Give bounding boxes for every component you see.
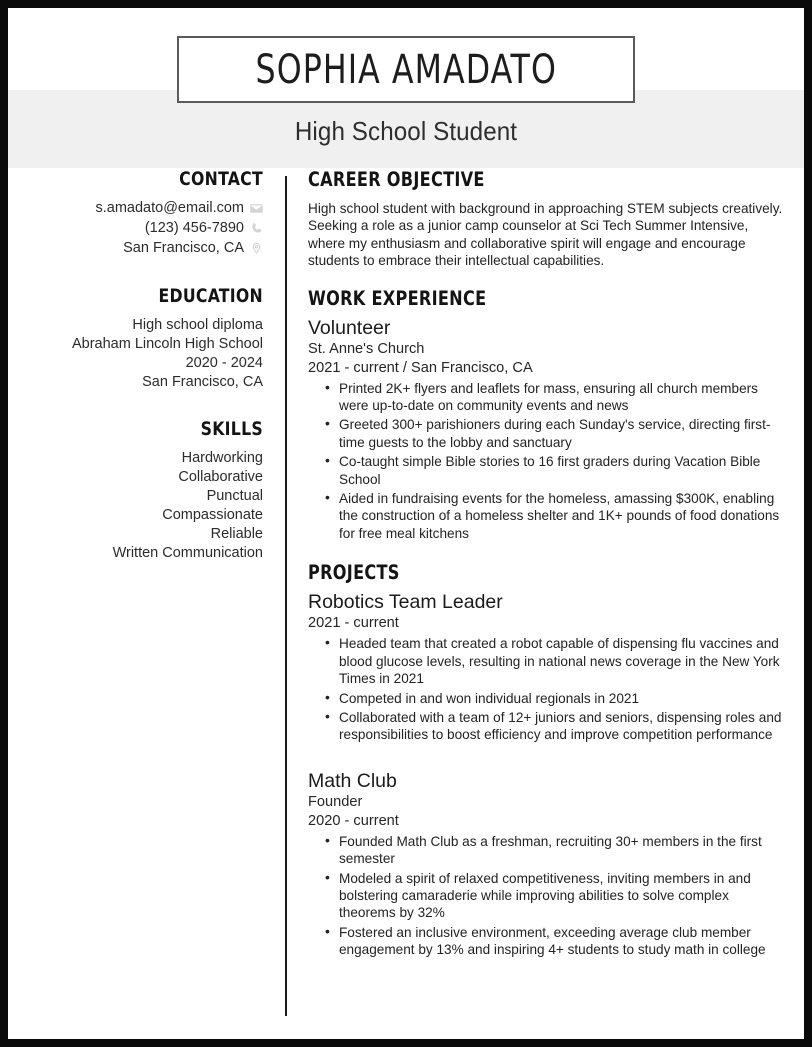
education-line: San Francisco, CA	[142, 374, 263, 390]
bullet-item: • Aided in fundraising events for the homeless, amassing $300K, enabling the construction of a homeless shelter and 1K+ pounds of food donations for free meal kitchens	[339, 490, 786, 542]
contact-phone-value: (123) 456-7890	[144, 220, 244, 236]
envelope-icon	[250, 202, 263, 215]
section-heading-work-experience: WORK EXPERIENCE	[308, 286, 487, 310]
work-entry-organization: St. Anne's Church	[308, 340, 425, 357]
work-entry	[308, 316, 786, 543]
resume-page	[8, 8, 804, 1039]
education-line: 2020 - 2024	[185, 355, 263, 371]
project-entry-bullets	[308, 833, 786, 959]
project-entry-title: Math Club	[308, 769, 397, 792]
project-entry	[308, 769, 786, 959]
bullet-item: • Greeted 300+ parishioners during each Sunday's service, directing first-time guests to the lobby and sanctuary	[339, 416, 786, 451]
project-entry-title: Robotics Team Leader	[308, 591, 503, 614]
contact-item-location	[8, 239, 263, 258]
project-entry-bullets	[308, 635, 786, 743]
education-line: High school diploma	[132, 317, 263, 333]
name-box	[177, 36, 635, 103]
resume-body	[8, 168, 804, 958]
work-entry-title: Volunteer	[308, 316, 391, 339]
candidate-subtitle: High School Student	[294, 116, 518, 146]
section-heading-contact: CONTACT	[179, 168, 263, 190]
column-divider	[285, 176, 287, 1016]
skill-item: Collaborative	[178, 469, 263, 485]
skill-item: Compassionate	[162, 507, 263, 523]
section-heading-skills: SKILLS	[200, 418, 263, 440]
contact-item-phone[interactable]	[8, 219, 263, 238]
project-entry	[308, 590, 786, 743]
skill-item: Reliable	[210, 526, 263, 542]
section-heading-projects: PROJECTS	[308, 561, 400, 585]
bullet-item: • Founded Math Club as a freshman, recruiting 30+ members in the first semester	[339, 833, 786, 868]
bullet-item: • Collaborated with a team of 12+ juniors and seniors, dispensing roles and responsibilities to boost efficiency and improve competition performance	[339, 709, 786, 744]
work-entry-meta: 2021 - current / San Francisco, CA	[308, 359, 533, 376]
bullet-item: • Printed 2K+ flyers and leaflets for mass, ensuring all church members were up-to-date on community events and news	[339, 380, 786, 415]
skill-item: Written Communication	[112, 545, 263, 561]
project-entry-meta: 2020 - current	[308, 812, 399, 829]
bullet-item: • Headed team that created a robot capable of dispensing flu vaccines and blood glucose levels, resulting in national news coverage in the New York Times in 2021	[339, 635, 786, 687]
main-content	[308, 168, 786, 961]
skills-list	[8, 449, 263, 563]
work-entry-bullets	[308, 380, 786, 543]
section-heading-education: EDUCATION	[158, 285, 263, 307]
contact-item-email[interactable]	[8, 199, 263, 218]
contact-list	[8, 199, 263, 258]
contact-location-value: San Francisco, CA	[123, 240, 244, 256]
bullet-item: • Modeled a spirit of relaxed competitiveness, inviting members in and bolstering camaraderie while improving abilities to solve complex theorems by 32%	[339, 870, 786, 922]
contact-email-value: s.amadato@email.com	[95, 200, 244, 216]
bullet-item: • Fostered an inclusive environment, exceeding average club member engagement by 13% and inspiring 4+ students to study math in college	[339, 924, 786, 959]
bullet-item: • Co-taught simple Bible stories to 16 first graders during Vacation Bible School	[339, 453, 786, 488]
resume-header	[8, 8, 804, 168]
project-entry-organization: Founder	[308, 793, 363, 810]
skill-item: Punctual	[206, 488, 263, 504]
phone-icon	[250, 222, 263, 235]
candidate-name: SOPHIA AMADATO	[255, 46, 557, 93]
education-line: Abraham Lincoln High School	[71, 336, 263, 352]
section-heading-career-objective: CAREER OBJECTIVE	[308, 168, 485, 191]
education-block	[8, 316, 263, 392]
sidebar	[8, 168, 263, 563]
location-pin-icon	[250, 242, 263, 255]
skill-item: Hardworking	[181, 450, 263, 466]
project-entry-meta: 2021 - current	[308, 615, 399, 632]
career-objective-text: High school student with background in approaching STEM subjects creatively. Seeking a role as a junior camp counselor at Sci Tech Summer Intensive, where my enthusiasm and collaborative spirit will engage and encourage students to embrace their intellectual capabilities.	[308, 201, 783, 269]
bullet-item: • Competed in and won individual regionals in 2021	[339, 690, 786, 707]
